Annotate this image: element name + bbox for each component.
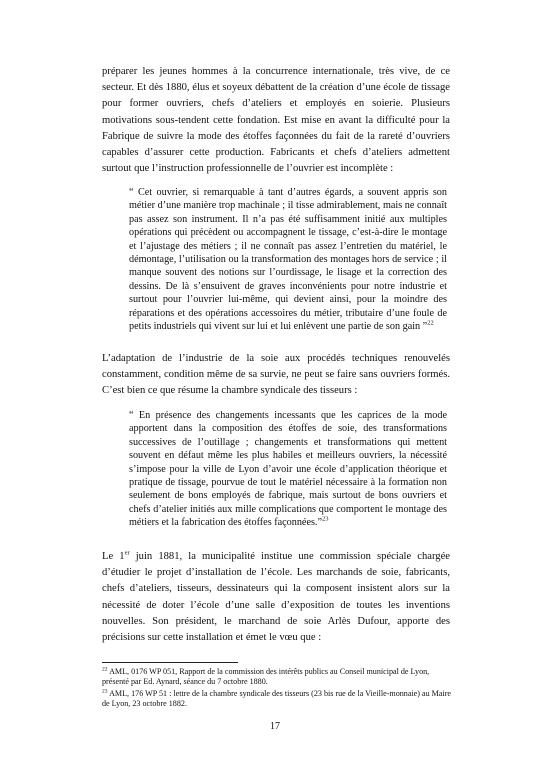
page-number: 17: [270, 721, 280, 732]
paragraph-adaptation: L’adaptation de l’industrie de la soie aux procédés techniques renouvelés constamment, condition même de sa survie, ne peut se faire sans ouvriers formés. C’est bien ce que résume la chambre syndicale des tisseurs :: [102, 353, 450, 397]
footnote-22: $^{22}$ AML, 0176 WP 051, Rapport de la commission des intérêts publics au Conseil municipal de Lyon, présenté par Ed. Aynard, séance du 7 octobre 1880.: [102, 666, 430, 687]
footnote-ref-22[interactable]: 22: [427, 319, 434, 327]
paragraph-commission: Le 1er juin 1881, la municipalité institue une commission spéciale chargée d’étudier le projet d’installation de l’école. Les marchands de soie, fabricants, chefs d’ateliers, tisseurs, dessinateurs qui la composent insistent alors sur la nécessité de doter l’école d’une salle d’exposition de toutes les inventions nouvelles. Son président, le marchand de soie Arlès Dufour, apporte des précisions sur cette installation et émet le vœu que :: [102, 549, 450, 644]
block-quote-ouvrier: “ Cet ouvrier, si remarquable à tant d’autres égards, a souvent appris son métier d’une manière trop machinale ; il tisse admirablement, mais ne connaît pas assez son instrument. Il n’a pas été suffisamment initié aux multiples opérations qui précèdent ou accompagnent le tissage, c’est-à-dire le montage et l’ajustage des métiers ; il ne connaît pas assez l’entretien du matériel, le démontage, l’utilisation ou la transformation des montages hors de service ; il manque souvent des notions sur l’ourdissage, le lisage et la correction des dessins. De là s’ensuivent de graves inconvénients pour notre industrie et surtout pour l’ouvrier lui-même, qui devient ainsi, pour la moindre des réparations et des opérations accessoires du métier, tributaire d’une foule de petits industriels qui vivent sur lui et lui enlèvent une partie de son gain ”$^{22}$: [129, 187, 447, 333]
footnote-ref-23[interactable]: 23: [322, 515, 329, 523]
paragraph-intro: préparer les jeunes hommes à la concurrence internationale, très vive, de ce secteur. Et dès 1880, élus et soyeux débattent de la création d’une école de tissage pour former ouvriers, chefs d’ateliers et employés en soierie. Plusieurs motivations sous-tendent cette fondation. Est mise en avant la difficulté pour la Fabrique de suivre la mode des étoffes façonnées du fait de la rareté d’ouvriers capables d’assurer cette production. Fabricants et chefs d’ateliers admettent surtout que l’instruction professionnelle de l’ouvrier est incomplète :: [102, 66, 450, 175]
block-quote-chambre-syndicale: “ En présence des changements incessants que les caprices de la mode apportent dans la composition des étoffes de soie, des transformations successives de l’outillage ; changements et transformations qui mettent souvent en défaut même les plus habiles et meilleurs ouvriers, la nécessité s’impose pour la ville de Lyon d’avoir une école d’application théorique et pratique de tissage, pourvue de tout le matériel nécessaire à la formation non seulement de bons employés de fabrique, mais surtout de bons ouvriers et chefs d’atelier initiés aux mille complications que comportent le montage des métiers et la fabrication des étoffes façonnées.”$^{23}$: [129, 410, 447, 529]
footnote-separator: [102, 662, 238, 663]
footnote-23: $^{23}$ AML, 176 WP 51 : lettre de la chambre syndicale des tisseurs (23 bis rue de la Vieille-monnaie) au Maire de Lyon, 23 octobre 1882.: [102, 688, 451, 709]
